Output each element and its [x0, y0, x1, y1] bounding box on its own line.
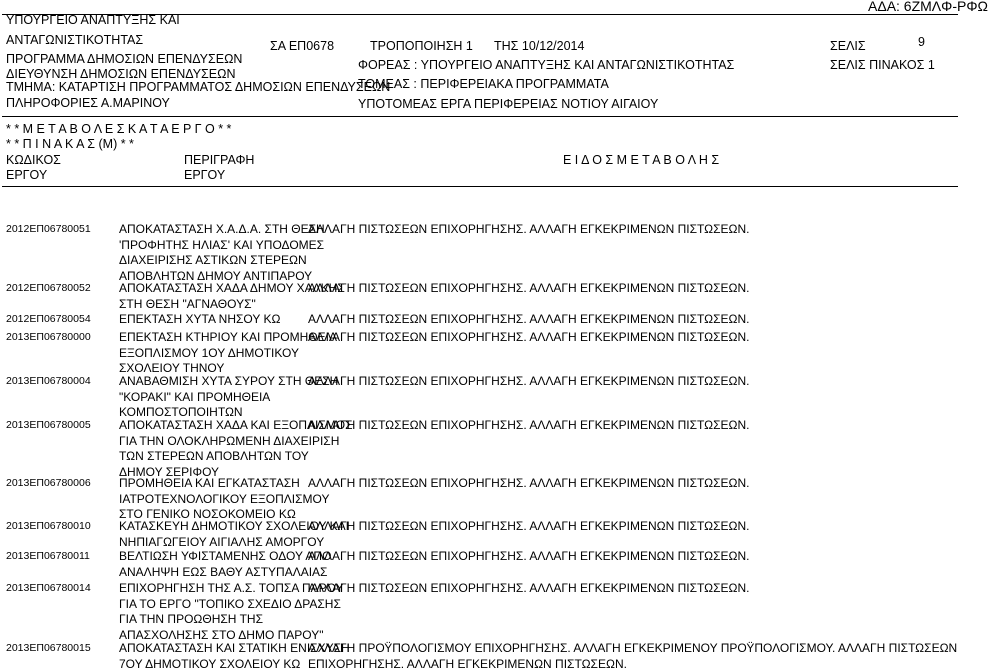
- project-description: [119, 281, 309, 312]
- description-line: ΕΠΕΚΤΑΣΗ ΧΥΤΑ ΝΗΣΟΥ ΚΩ: [119, 312, 309, 328]
- project-description: [119, 374, 309, 421]
- project-description: [119, 581, 309, 643]
- change-type: [308, 641, 957, 672]
- description-line: ΒΕΛΤΙΩΣΗ ΥΦΙΣΤΑΜΕΝΗΣ ΟΔΟΥ ΑΠΟ: [119, 549, 309, 565]
- project-code: 2013ΕΠ06780000: [6, 331, 91, 343]
- description-line: ΓΙΑ ΤΗΝ ΠΡΟΩΘΗΣΗ ΤΗΣ: [119, 612, 309, 628]
- modification-date: ΤΗΣ 10/12/2014: [494, 39, 584, 53]
- description-line: ΤΩΝ ΣΤΕΡΕΩΝ ΑΠΟΒΛΗΤΩΝ ΤΟΥ: [119, 449, 309, 465]
- description-line: ΔΗΜΟΥ ΣΕΡΙΦΟΥ: [119, 465, 309, 481]
- change-line: ΑΛΛΑΓΗ ΠΙΣΤΩΣΕΩΝ ΕΠΙΧΟΡΗΓΗΣΗΣ. ΑΛΛΑΓΗ ΕΓΚΕΚΡΙΜΕΝΩΝ ΠΙΣΤΩΣΕΩΝ.: [308, 281, 749, 297]
- change-line: ΑΛΛΑΓΗ ΠΙΣΤΩΣΕΩΝ ΕΠΙΧΟΡΗΓΗΣΗΣ. ΑΛΛΑΓΗ ΕΓΚΕΚΡΙΜΕΝΩΝ ΠΙΣΤΩΣΕΩΝ.: [308, 418, 749, 434]
- description-line: ΔΙΑΧΕΙΡΙΣΗΣ ΑΣΤΙΚΩΝ ΣΤΕΡΕΩΝ: [119, 253, 309, 269]
- description-line: ΑΠΟΒΛΗΤΩΝ ΔΗΜΟΥ ΑΝΤΙΠΑΡΟΥ: [119, 269, 309, 285]
- description-line: ΑΠΟΚΑΤΑΣΤΑΣΗ ΚΑΙ ΣΤΑΤΙΚΗ ΕΝΙΣΧΥΣΗ: [119, 641, 309, 657]
- description-line: ΣΧΟΛΕΙΟΥ ΤΗΝΟΥ: [119, 361, 309, 377]
- project-code: 2013ΕΠ06780014: [6, 582, 91, 594]
- description-line: ΑΠΟΚΑΤΑΣΤΑΣΗ ΧΑΔΑ ΔΗΜΟΥ ΧΑΛΚΗΣ: [119, 281, 309, 297]
- project-description: [119, 312, 309, 328]
- description-line: ΑΠΟΚΑΤΑΣΤΑΣΗ ΧΑΔΑ ΚΑΙ ΕΞΟΠΛΙΣΜΟΣ: [119, 418, 309, 434]
- description-line: ΕΠΙΧΟΡΗΓΗΣΗ ΤΗΣ Α.Σ. ΤΟΠΣΑ ΠΑΡΟΥ: [119, 581, 309, 597]
- project-code: 2012ΕΠ06780051: [6, 223, 91, 235]
- left-header-line: ΠΛΗΡΟΦΟΡΙΕΣ Α.ΜΑΡΙΝΟΥ: [6, 96, 170, 110]
- column-rule: [2, 186, 958, 187]
- description-line: ΑΠΑΣΧΟΛΗΣΗΣ ΣΤΟ ΔΗΜΟ ΠΑΡΟΥ": [119, 628, 309, 644]
- description-line: ΙΑΤΡΟΤΕΧΝΟΛΟΓΙΚΟΥ ΕΞΟΠΛΙΣΜΟΥ: [119, 492, 309, 508]
- project-description: [119, 330, 309, 377]
- left-header-line: ΠΡΟΓΡΑΜΜΑ ΔΗΜΟΣΙΩΝ ΕΠΕΝΔΥΣΕΩΝ: [6, 52, 242, 66]
- change-line: ΑΛΛΑΓΗ ΠΙΣΤΩΣΕΩΝ ΕΠΙΧΟΡΗΓΗΣΗΣ. ΑΛΛΑΓΗ ΕΓΚΕΚΡΙΜΕΝΩΝ ΠΙΣΤΩΣΕΩΝ.: [308, 519, 749, 535]
- left-header-line: ΑΝΤΑΓΩΝΙΣΤΙΚΟΤΗΤΑΣ: [6, 33, 143, 47]
- change-line: ΑΛΛΑΓΗ ΠΙΣΤΩΣΕΩΝ ΕΠΙΧΟΡΗΓΗΣΗΣ. ΑΛΛΑΓΗ ΕΓΚΕΚΡΙΜΕΝΩΝ ΠΙΣΤΩΣΕΩΝ.: [308, 549, 749, 565]
- description-line: ΚΟΜΠΟΣΤΟΠΟΙΗΤΩΝ: [119, 405, 309, 421]
- change-line: ΑΛΛΑΓΗ ΠΙΣΤΩΣΕΩΝ ΕΠΙΧΟΡΗΓΗΣΗΣ. ΑΛΛΑΓΗ ΕΓΚΕΚΡΙΜΕΝΩΝ ΠΙΣΤΩΣΕΩΝ.: [308, 581, 749, 597]
- project-description: [119, 519, 309, 550]
- change-line: ΕΠΙΧΟΡΗΓΗΣΗΣ. ΑΛΛΑΓΗ ΕΓΚΕΚΡΙΜΕΝΩΝ ΠΙΣΤΩΣΕΩΝ.: [308, 657, 957, 672]
- change-type: [308, 330, 749, 346]
- change-type: [308, 549, 749, 565]
- change-type: [308, 312, 749, 328]
- column-description-header-2: ΕΡΓΟΥ: [184, 168, 225, 182]
- project-description: [119, 418, 309, 480]
- change-type: [308, 476, 749, 492]
- project-description: [119, 549, 309, 580]
- description-line: ΑΝΑΒΑΘΜΙΣΗ ΧΥΤΑ ΣΥΡΟΥ ΣΤΗ ΘΕΣΗ: [119, 374, 309, 390]
- description-line: 'ΠΡΟΦΗΤΗΣ ΗΛΙΑΣ' ΚΑΙ ΥΠΟΔΟΜΕΣ: [119, 238, 309, 254]
- project-description: [119, 222, 309, 284]
- tomeas: ΤΟΜΕΑΣ : ΠΕΡΙΦΕΡΕΙΑΚΑ ΠΡΟΓΡΑΜΜΑΤΑ: [358, 77, 609, 91]
- project-code: 2012ΕΠ06780052: [6, 282, 91, 294]
- description-line: ΕΞΟΠΛΙΣΜΟΥ 1ΟΥ ΔΗΜΟΤΙΚΟΥ: [119, 346, 309, 362]
- change-line: ΑΛΛΑΓΗ ΠΙΣΤΩΣΕΩΝ ΕΠΙΧΟΡΗΓΗΣΗΣ. ΑΛΛΑΓΗ ΕΓΚΕΚΡΙΜΕΝΩΝ ΠΙΣΤΩΣΕΩΝ.: [308, 222, 749, 238]
- description-line: "ΚΟΡΑΚΙ" ΚΑΙ ΠΡΟΜΗΘΕΙΑ: [119, 390, 309, 406]
- change-type: [308, 281, 749, 297]
- description-line: ΓΙΑ ΤΟ ΕΡΓΟ "ΤΟΠΙΚΟ ΣΧΕΔΙΟ ΔΡΑΣΗΣ: [119, 597, 309, 613]
- project-description: [119, 476, 309, 523]
- sa-code: ΣΑ ΕΠ0678: [270, 39, 334, 53]
- description-line: ΑΝΑΛΗΨΗ ΕΩΣ ΒΑΘΥ ΑΣΤΥΠΑΛΑΙΑΣ: [119, 565, 309, 581]
- column-description-header: ΠΕΡΙΓΡΑΦΗ: [184, 153, 254, 167]
- description-line: ΣΤΟ ΓΕΝΙΚΟ ΝΟΣΟΚΟΜΕΙΟ ΚΩ: [119, 507, 309, 523]
- table-page-label: ΣΕΛΙΣ ΠΙΝΑΚΟΣ 1: [830, 58, 935, 72]
- project-description: [119, 641, 309, 672]
- change-line: ΑΛΛΑΓΗ ΠΙΣΤΩΣΕΩΝ ΕΠΙΧΟΡΗΓΗΣΗΣ. ΑΛΛΑΓΗ ΕΓΚΕΚΡΙΜΕΝΩΝ ΠΙΣΤΩΣΕΩΝ.: [308, 312, 749, 328]
- modification-number: ΤΡΟΠΟΠΟΙΗΣΗ 1: [370, 39, 473, 53]
- description-line: ΓΙΑ ΤΗΝ ΟΛΟΚΛΗΡΩΜΕΝΗ ΔΙΑΧΕΙΡΙΣΗ: [119, 434, 309, 450]
- banner-changes: * * Μ Ε Τ Α Β Ο Λ Ε Σ Κ Α Τ Α Ε Ρ Γ Ο * *: [6, 122, 231, 136]
- left-header-line: ΤΜΗΜΑ: ΚΑΤΑΡΤΙΣΗ ΠΡΟΓΡΑΜΜΑΤΟΣ ΔΗΜΟΣΙΩΝ ΕΠΕΝΔΥΣΕΩΝ: [6, 80, 390, 94]
- project-code: 2012ΕΠ06780054: [6, 313, 91, 325]
- project-code: 2013ΕΠ06780006: [6, 477, 91, 489]
- project-code: 2013ΕΠ06780011: [6, 550, 90, 562]
- description-line: ΣΤΗ ΘΕΣΗ "ΑΓΝΑΘΟΥΣ": [119, 297, 309, 313]
- project-code: 2013ΕΠ06780010: [6, 520, 91, 532]
- description-line: ΠΡΟΜΗΘΕΙΑ ΚΑΙ ΕΓΚΑΤΑΣΤΑΣΗ: [119, 476, 309, 492]
- foreas: ΦΟΡΕΑΣ : ΥΠΟΥΡΓΕΙΟ ΑΝΑΠΤΥΞΗΣ ΚΑΙ ΑΝΤΑΓΩΝΙΣΤΙΚΟΤΗΤΑΣ: [358, 58, 734, 72]
- project-code: 2013ΕΠ06780004: [6, 375, 91, 387]
- column-code-header: ΚΩΔΙΚΟΣ: [6, 153, 61, 167]
- ypotomeas: ΥΠΟΤΟΜΕΑΣ ΕΡΓΑ ΠΕΡΙΦΕΡΕΙΑΣ ΝΟΤΙΟΥ ΑΙΓΑΙΟΥ: [358, 97, 658, 111]
- ada-number: ΑΔΑ: 6ΖΜΛΦ-ΡΦΩ: [868, 0, 988, 14]
- left-header-line: ΔΙΕΥΘΥΝΣΗ ΔΗΜΟΣΙΩΝ ΕΠΕΝΔΥΣΕΩΝ: [6, 67, 236, 81]
- change-type: [308, 581, 749, 597]
- change-type: [308, 222, 749, 238]
- change-line: ΑΛΛΑΓΗ ΠΙΣΤΩΣΕΩΝ ΕΠΙΧΟΡΗΓΗΣΗΣ. ΑΛΛΑΓΗ ΕΓΚΕΚΡΙΜΕΝΩΝ ΠΙΣΤΩΣΕΩΝ.: [308, 330, 749, 346]
- page-number: 9: [918, 35, 925, 49]
- project-code: 2013ΕΠ06780005: [6, 419, 91, 431]
- column-change-header: Ε Ι Δ Ο Σ Μ Ε Τ Α Β Ο Λ Η Σ: [563, 153, 719, 167]
- column-code-header-2: ΕΡΓΟΥ: [6, 168, 47, 182]
- banner-table: * * Π Ι Ν Α Κ Α Σ (Μ) * *: [6, 137, 134, 151]
- change-line: ΑΛΛΑΓΗ ΠΙΣΤΩΣΕΩΝ ΕΠΙΧΟΡΗΓΗΣΗΣ. ΑΛΛΑΓΗ ΕΓΚΕΚΡΙΜΕΝΩΝ ΠΙΣΤΩΣΕΩΝ.: [308, 374, 749, 390]
- description-line: ΑΠΟΚΑΤΑΣΤΑΣΗ Χ.Α.Δ.Α. ΣΤΗ ΘΕΣΗ: [119, 222, 309, 238]
- change-type: [308, 418, 749, 434]
- description-line: ΕΠΕΚΤΑΣΗ ΚΤΗΡΙΟΥ ΚΑΙ ΠΡΟΜΗΘΕΙΑ: [119, 330, 309, 346]
- left-header-line: ΥΠΟΥΡΓΕΙΟ ΑΝΑΠΤΥΞΗΣ ΚΑΙ: [6, 13, 180, 27]
- project-code: 2013ΕΠ06780015: [6, 642, 91, 654]
- change-line: ΑΛΛΑΓΗ ΠΡΟΫΠΟΛΟΓΙΣΜΟΥ ΕΠΙΧΟΡΗΓΗΣΗΣ. ΑΛΛΑΓΗ ΕΓΚΕΚΡΙΜΕΝΟΥ ΠΡΟΫΠΟΛΟΓΙΣΜΟΥ. ΑΛΛΑΓΗ ΠΙΣΤΩΣΕΩΝ: [308, 641, 957, 657]
- header-rule: [2, 116, 958, 117]
- description-line: ΚΑΤΑΣΚΕΥΗ ΔΗΜΟΤΙΚΟΥ ΣΧΟΛΕΙΟΥ ΚΑΙ: [119, 519, 309, 535]
- description-line: ΝΗΠΙΑΓΩΓΕΙΟΥ ΑΙΓΙΑΛΗΣ ΑΜΟΡΓΟΥ: [119, 535, 309, 551]
- description-line: 7ΟΥ ΔΗΜΟΤΙΚΟΥ ΣΧΟΛΕΙΟΥ ΚΩ: [119, 657, 309, 672]
- page-label: ΣΕΛΙΣ: [830, 39, 866, 53]
- change-line: ΑΛΛΑΓΗ ΠΙΣΤΩΣΕΩΝ ΕΠΙΧΟΡΗΓΗΣΗΣ. ΑΛΛΑΓΗ ΕΓΚΕΚΡΙΜΕΝΩΝ ΠΙΣΤΩΣΕΩΝ.: [308, 476, 749, 492]
- change-type: [308, 519, 749, 535]
- change-type: [308, 374, 749, 390]
